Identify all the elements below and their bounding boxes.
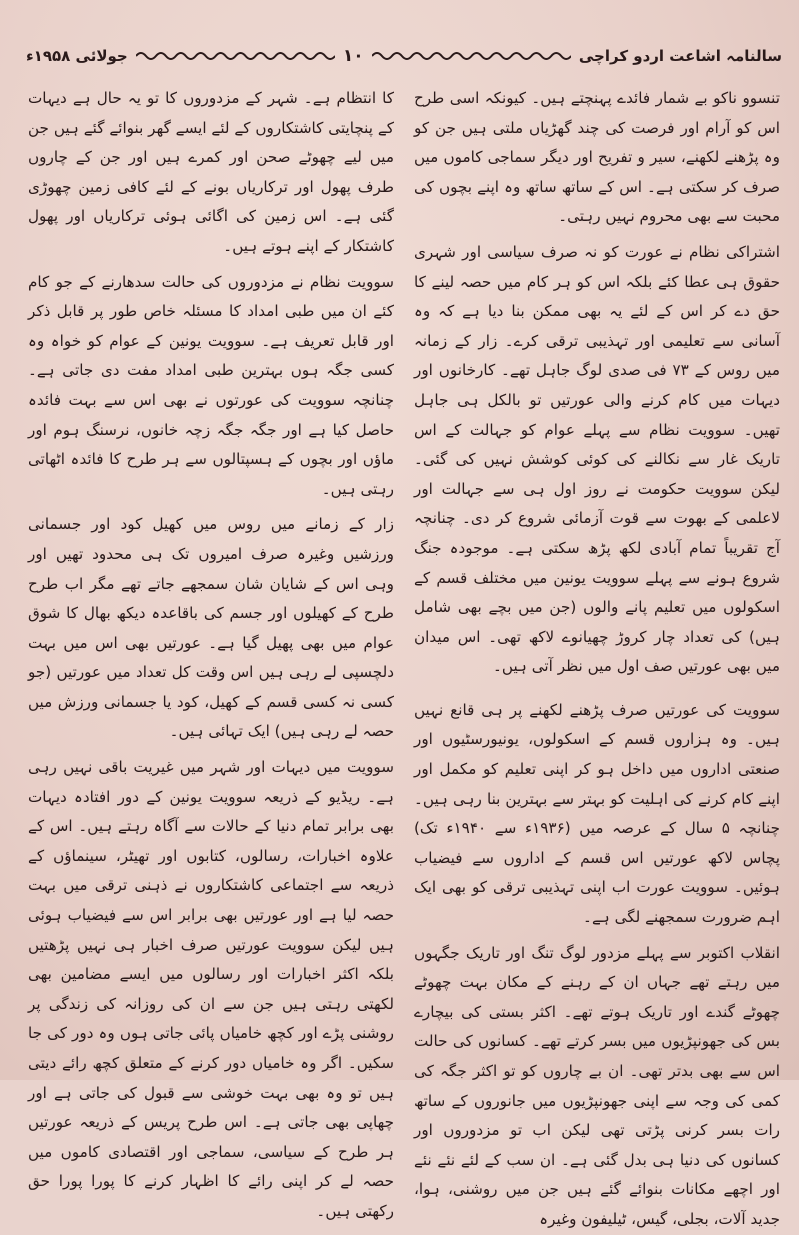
paragraph: سوویت میں دیہات اور شہر میں غیریت باقی نہیں رہی ہے۔ ریڈیو کے ذریعہ سوویت یونین کے دور افتادہ دیہات بھی برابر تمام دنیا کے حالات سے آگاہ رہتے ہیں۔ اس کے علاوہ اخبارات، رسالوں، کتابوں اور تھیٹر، سینماؤں کے ذریعہ سے اجتماعی کاشتکاروں نے ذہنی ترقی میں بہت حصہ لیا ہے اور عورتیں بھی برابر اس سے فیضیاب ہوئی ہیں لیکن سوویت عورتیں صرف اخبار ہی نہیں پڑھتیں بلکہ اکثر اخبارات اور رسالوں میں ایسے مضامین بھی لکھتی رہتی ہیں جن سے ان کی روزانہ کی زندگی پر روشنی پڑے اور کچھ خامیاں پائی جاتی ہوں وہ دور کی جا سکیں۔ اگر وہ خامیاں دور کرنے کے متعلق کچھ رائے دیتی ہیں تو وہ بھی بہت خوشی سے قبول کی جاتی ہے اور چھاپی بھی جاتی ہے۔ اس طرح پریس کے ذریعہ عورتیں ہر طرح کے سیاسی، سماجی اور اقتصادی کاموں میں حصہ لے کر اپنی رائے کا اظہار کرنے کا پورا پورا حق رکھتی ہیں۔ (28, 758, 394, 1220)
paragraph: تنسوو ناکو بے شمار فائدے پہنچتے ہیں۔ کیونکہ اسی طرح اس کو آرام اور فرصت کی چند گھڑیاں ملتی ہیں جن کو وہ پڑھنے لکھنے، سیر و تفریح اور دیگر سماجی کاموں میں صرف کر سکتی ہے۔ اس کے ساتھ ساتھ وہ اپنے بچوں کی محبت سے بھی محروم نہیں رہتی۔ (414, 89, 780, 226)
article-columns (28, 84, 781, 1228)
publication-title: سالنامہ اشاعت اردو کراچی (578, 47, 783, 65)
paragraph: سوویت نظام نے مزدوروں کی حالت سدھارنے کے جو کام کئے ان میں طبی امداد کا مسئلہ خاص طور پر قابل ذکر اور قابل تعریف ہے۔ سوویت یونین کے عوام کو خواہ وہ کسی جگہ ہوں بہترین طبی امداد مفت دی جاتی ہے۔ چنانچہ سوویت کی عورتوں نے بھی اس سے بہت فائدہ حاصل کیا ہے اور جگہ جگہ زچہ خانوں، نرسنگ ہوم اور ماؤں اور بچوں کے ہسپتالوں سے ہر طرح کا فائدہ اٹھاتی رہتی ہیں۔ (28, 272, 394, 498)
left-column (28, 84, 394, 1220)
page-number: ۱۰ (342, 46, 364, 66)
header-wave-divider (372, 49, 571, 63)
header-wave-divider (136, 49, 335, 63)
paragraph: سوویت کی عورتیں صرف پڑھنے لکھنے پر ہی قانع نہیں ہیں۔ وہ ہزاروں قسم کے اسکولوں، یونیورسٹیوں اور صنعتی اداروں میں داخل ہو کر اپنی تعلیم کو مکمل اور اپنے کام کرنے کی اہلیت کو بہتر سے بہترین بنا رہی ہیں۔ چنانچہ ۵ سال کے عرصہ میں (۱۹۳۶ء سے ۱۹۴۰ء تک) پچاس لاکھ عورتیں اس قسم کے اداروں سے فیضیاب ہوئیں۔ سوویت عورت اب اپنی تہذیبی ترقی کو بھی ایک اہم ضرورت سمجھنے لگی ہے۔ (414, 700, 781, 927)
issue-date: جولائی ۱۹۵۸ء (26, 47, 128, 65)
paragraph: انقلاب اکتوبر سے پہلے مزدور لوگ تنگ اور تاریک جگہوں میں رہتے تھے جہاں ان کے رہنے کے مکان بہت چھوٹے چھوٹے گندے اور تاریک ہوتے تھے۔ اکثر بستی کی بیچارے بس کی جھونپڑیوں میں بسر کرتے تھے۔ کسانوں کی حالت اس سے بھی بدتر تھی۔ ان بے چاروں کو تو اکثر جگہ کی کمی کی وجہ سے اپنی جھونپڑیوں میں جانوروں کے ساتھ رات بسر کرنی پڑتی تھی لیکن اب تو مزدوروں اور کسانوں کی دنیا ہی بدل گئی ہے۔ ان سب کے لئے نئے نئے اور اچھے مکانات بنوائے گئے ہیں جن میں روشنی، ہوا، جدید آلات، بجلی، گیس، ٹیلیفون وغیرہ (414, 943, 780, 1228)
paragraph: اشتراکی نظام نے عورت کو نہ صرف سیاسی اور شہری حقوق ہی عطا کئے بلکہ اس کو ہر کام میں حصہ لینے کا حق دے کر اس کے لئے یہ بھی ممکن بنا دیا ہے کہ وہ آسانی سے تعلیمی اور تہذیبی ترقی کرے۔ زار کے زمانہ میں روس کے ۷۳ فی صدی لوگ جاہل تھے۔ کارخانوں اور دیہات میں کام کرنے والی عورتیں تو بالکل ہی جاہل تھیں۔ سوویت نظام سے پہلے عوام کو جہالت کے اس تاریک غار سے نکالنے کی کوئی کوشش نہیں کی گئی۔ لیکن سوویت حکومت نے روز اول ہی سے جہالت اور لاعلمی کے بھوت سے قوت آزمائی شروع کر دی۔ چنانچہ آج تقریباً تمام آبادی لکھ پڑھ سکتی ہے۔ موجودہ جنگ شروع ہونے سے پہلے سوویت یونین میں مختلف قسم کے اسکولوں میں تعلیم پانے والوں (جن میں بچے بھی شامل ہیں) کی تعداد چار کروڑ چھیانوے لاکھ تھی۔ اس میدان میں بھی عورتیں صف اول میں نظر آتی ہیں۔ (414, 242, 780, 676)
page-header (26, 34, 782, 78)
paragraph: زار کے زمانے میں روس میں کھیل کود اور جسمانی ورزشیں وغیرہ صرف امیروں تک ہی محدود تھیں اور وہی اس کے شایان شان سمجھے جاتے تھے مگر اب طرح طرح کے کھیلوں اور جسم کی باقاعدہ دیکھ بھال کا شوق عوام میں بھی پھیل گیا ہے۔ عورتیں بھی اس میں بہت دلچسپی لے رہی ہیں اس وقت کل تعداد میں عورتیں (جو کسی نہ کسی قسم کے کھیل، کود یا جسمانی ورزش میں حصہ لے رہی ہیں) ایک تہائی ہیں۔ (28, 515, 394, 741)
paragraph: کا انتظام ہے۔ شہر کے مزدوروں کا تو یہ حال ہے دیہات کے پنچایتی کاشتکاروں کے لئے ایسے گھر بنوائے گئے ہیں جن میں لیے چھوٹے صحن اور کمرے ہیں اور جن کے چاروں طرف پھول اور ترکاریاں بونے کے لئے کافی زمین چھوڑی گئی ہے۔ اس زمین کی اگائی ہوئی ترکاریاں اور پھول کاشتکار کے اپنے ہوتے ہیں۔ (28, 89, 394, 255)
right-column (414, 84, 781, 1228)
